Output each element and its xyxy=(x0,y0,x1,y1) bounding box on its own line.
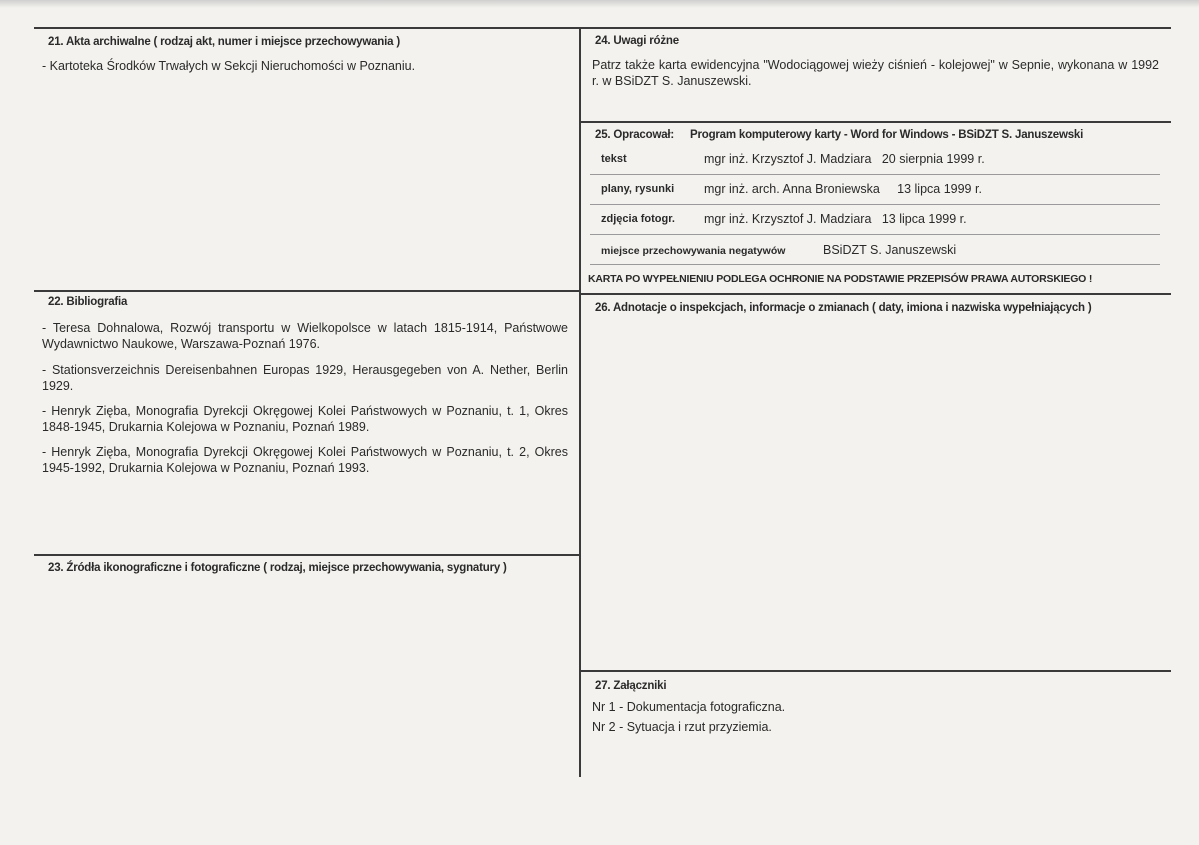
section-22-title: 22. Bibliografia xyxy=(48,296,128,308)
divider-22-23 xyxy=(34,554,580,556)
row-value-photos: mgr inż. Krzysztof J. Madziara 13 lipca 1999 r. xyxy=(704,212,967,226)
row-divider xyxy=(590,174,1160,175)
center-divider xyxy=(579,27,581,777)
section-21-title: 21. Akta archiwalne ( rodzaj akt, numer i miejsce przechowywania ) xyxy=(48,36,400,48)
row-label-drawings: plany, rysunki xyxy=(601,183,675,195)
copyright-notice: KARTA PO WYPEŁNIENIU PODLEGA OCHRONIE NA PODSTAWIE PRZEPISÓW PRAWA AUTORSKIEGO ! xyxy=(588,273,1093,285)
top-border xyxy=(34,27,1171,29)
divider-25-26 xyxy=(580,293,1171,295)
section-24-title: 24. Uwagi różne xyxy=(595,35,679,47)
row-value-drawings: mgr inż. arch. Anna Broniewska 13 lipca 1999 r. xyxy=(704,182,982,196)
row-label-text: tekst xyxy=(601,153,627,165)
divider-24-25 xyxy=(580,121,1171,123)
bibliography-item: - Stationsverzeichnis Dereisenbahnen Europas 1929, Herausgegeben von A. Nether, Berlin 1929. xyxy=(42,363,568,393)
row-value-negatives: BSiDZT S. Januszewski xyxy=(823,243,957,257)
row-divider xyxy=(590,204,1160,205)
attachment-item: Nr 1 - Dokumentacja fotograficzna. xyxy=(592,700,786,714)
section-24-text: Patrz także karta ewidencyjna "Wodociągowej wieży ciśnień - kolejowej" w Sepnie, wykonana w 1992 r. w BSiDZT S. Januszewski. xyxy=(592,58,1159,88)
bibliography-item: - Henryk Zięba, Monografia Dyrekcji Okręgowej Kolei Państwowych w Poznaniu, t. 2, Okres 1945-1992, Drukarnia Kolejowa w Poznaniu, Poznań 1993. xyxy=(42,445,568,475)
attachment-item: Nr 2 - Sytuacja i rzut przyziemia. xyxy=(592,720,772,734)
section-26-title: 26. Adnotacje o inspekcjach, informacje o zmianach ( daty, imiona i nazwiska wypełniających ) xyxy=(595,302,1092,314)
section-21-text: - Kartoteka Środków Trwałych w Sekcji Nieruchomości w Poznaniu. xyxy=(42,59,416,73)
row-divider xyxy=(590,234,1160,235)
card-top-edge xyxy=(0,0,1199,8)
section-25-title: 25. Opracował: xyxy=(595,129,675,141)
divider-26-27 xyxy=(580,670,1171,672)
divider-21-22 xyxy=(34,290,580,292)
program-credit: Program komputerowy karty - Word for Windows - BSiDZT S. Januszewski xyxy=(690,129,1084,141)
section-27-title: 27. Załączniki xyxy=(595,680,667,692)
bibliography-item: - Henryk Zięba, Monografia Dyrekcji Okręgowej Kolei Państwowych w Poznaniu, t. 1, Okres 1848-1945, Drukarnia Kolejowa w Poznaniu, Poznań 1989. xyxy=(42,404,568,434)
row-label-photos: zdjęcia fotogr. xyxy=(601,213,675,225)
row-divider xyxy=(590,264,1160,265)
row-label-negatives: miejsce przechowywania negatywów xyxy=(601,245,786,257)
bibliography-item: - Teresa Dohnalowa, Rozwój transportu w Wielkopolsce w latach 1815-1914, Państwowe Wydawnictwo Naukowe, Warszawa-Poznań 1976. xyxy=(42,321,568,351)
row-value-text: mgr inż. Krzysztof J. Madziara 20 sierpnia 1999 r. xyxy=(704,152,985,166)
section-23-title: 23. Źródła ikonograficzne i fotograficzne ( rodzaj, miejsce przechowywania, sygnatury ) xyxy=(48,562,507,574)
